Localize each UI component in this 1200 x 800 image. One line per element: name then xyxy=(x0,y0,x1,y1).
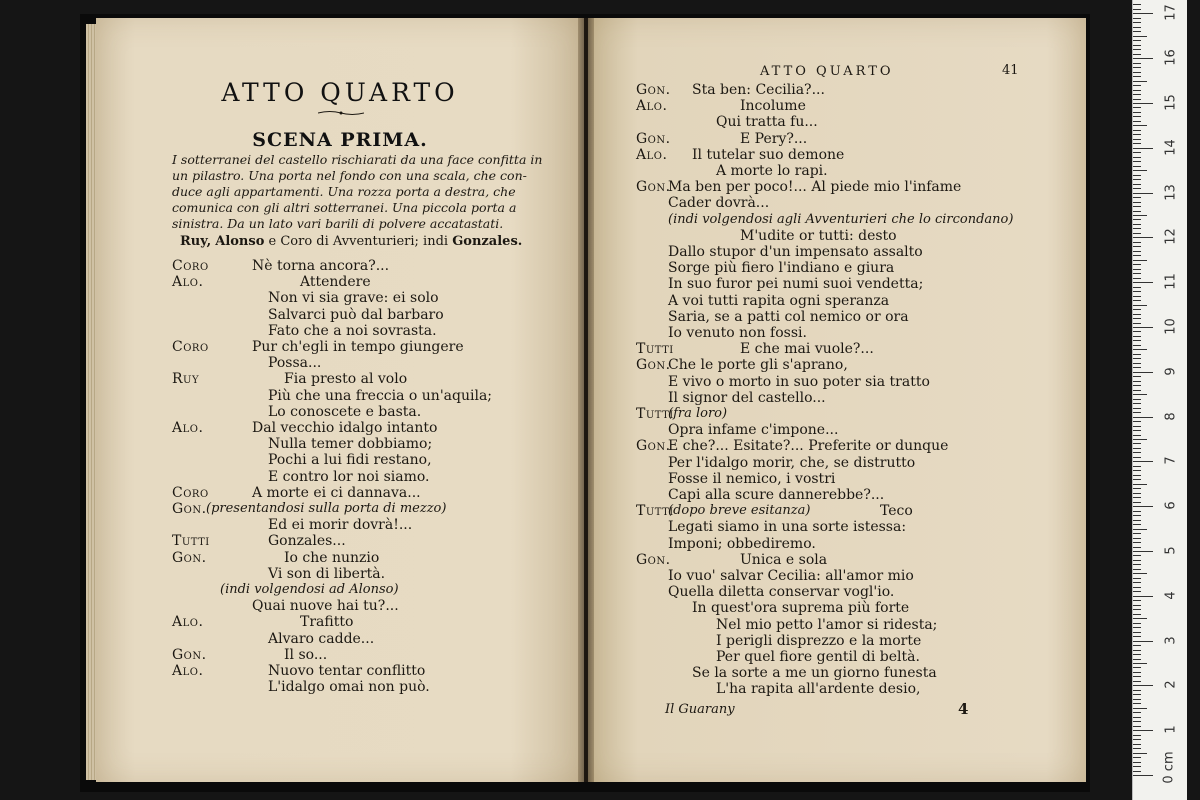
ruler-tick xyxy=(1133,502,1141,503)
footer-title: Il Guarany xyxy=(665,702,735,717)
speaker-name: Gon. xyxy=(636,130,671,147)
ruler-tick xyxy=(1133,376,1141,377)
ruler-tick xyxy=(1133,67,1141,68)
ruler-tick xyxy=(1133,636,1141,637)
ruler-number: 6 xyxy=(1163,501,1179,510)
speaker-name: Gon. xyxy=(172,501,207,517)
verse-line: Nuovo tentar conflitto xyxy=(268,663,426,679)
speaker-name: Gon. xyxy=(636,438,671,455)
cast-gonzales: Gonzales. xyxy=(452,234,523,249)
ruler-tick xyxy=(1133,394,1147,395)
verse-line: Teco xyxy=(880,503,913,520)
speaker-name: Tutti xyxy=(636,406,674,422)
verse-line: Opra infame c'impone... xyxy=(668,422,839,439)
verse-line: Fosse il nemico, i vostri xyxy=(668,470,836,487)
ruler-tick xyxy=(1133,323,1141,324)
ruler-number: 5 xyxy=(1163,546,1179,555)
ornament-rule-icon xyxy=(318,110,364,116)
ruler-tick xyxy=(1133,641,1153,642)
verse-line: Unica e sola xyxy=(740,551,828,568)
ruler-tick xyxy=(1133,672,1141,673)
ruler-tick xyxy=(1133,99,1141,100)
ruler-number: 17 xyxy=(1163,4,1179,22)
ruler-tick xyxy=(1133,54,1141,55)
act-title: ATTO QUARTO xyxy=(221,78,459,107)
cast-list xyxy=(180,234,522,249)
verse-line: Dallo stupor d'un impensato assalto xyxy=(668,244,923,260)
ruler-unit-label: 0 cm xyxy=(1161,751,1177,784)
verse-line: Io che nunzio xyxy=(284,549,380,566)
verse-line: M'udite or tutti: desto xyxy=(740,227,897,244)
ruler-tick xyxy=(1133,45,1141,46)
ruler-tick xyxy=(1133,358,1141,359)
stage-direction-line: sinistra. Da un lato vari barili di polvere accatastati. xyxy=(172,216,504,231)
verse-line: Io venuto non fossi. xyxy=(668,325,807,341)
verse-line: Se la sorte a me un giorno funesta xyxy=(692,665,937,682)
ruler-tick xyxy=(1133,72,1141,73)
ruler-tick xyxy=(1133,533,1141,534)
stage-direction-line: I sotterranei del castello rischiarati da una face confitta in xyxy=(172,152,543,167)
ruler-tick xyxy=(1133,578,1141,579)
ruler-tick xyxy=(1133,569,1141,570)
ruler-tick xyxy=(1133,246,1141,247)
ruler-number: 3 xyxy=(1163,635,1179,645)
verse-line: In suo furor pei numi suoi vendetta; xyxy=(668,276,924,293)
ruler-tick xyxy=(1133,618,1147,619)
ruler-tick xyxy=(1133,94,1141,95)
ruler-number: 11 xyxy=(1163,273,1179,290)
ruler-tick xyxy=(1133,762,1141,763)
stage-note: (indi volgendosi ad Alonso) xyxy=(220,582,399,597)
ruler-tick xyxy=(1133,542,1141,543)
stage-note: (presentandosi sulla porta di mezzo) xyxy=(206,501,447,516)
ruler-tick xyxy=(1133,269,1141,270)
ruler-tick xyxy=(1133,506,1153,507)
page-number: 41 xyxy=(1002,63,1019,78)
ruler-number: 14 xyxy=(1163,139,1179,156)
verse-line: Io vuo' salvar Cecilia: all'amor mio xyxy=(668,568,914,584)
ruler-tick xyxy=(1133,255,1141,256)
ruler-tick xyxy=(1133,735,1141,736)
ruler-tick xyxy=(1133,197,1141,198)
ruler-tick xyxy=(1133,18,1141,19)
ruler-tick xyxy=(1133,479,1141,480)
verse-line: Alvaro cadde... xyxy=(268,630,375,647)
ruler-tick xyxy=(1133,757,1141,758)
ruler-number: 10 xyxy=(1163,318,1179,335)
verse-line: I perigli disprezzo e la morte xyxy=(716,632,922,649)
ruler-tick xyxy=(1133,614,1141,615)
verse-line: E vivo o morto in suo poter sia tratto xyxy=(668,373,930,390)
ruler-tick xyxy=(1133,331,1141,332)
ruler-tick xyxy=(1133,493,1141,494)
ruler-tick xyxy=(1133,515,1141,516)
scene-title: SCENA PRIMA. xyxy=(252,129,428,151)
ruler-tick xyxy=(1133,726,1141,727)
ruler-tick xyxy=(1133,591,1141,592)
cast-middle: e Coro di Avventurieri; indi xyxy=(264,234,453,249)
ruler-tick xyxy=(1133,206,1141,207)
ruler-tick xyxy=(1133,193,1153,194)
ruler-tick xyxy=(1133,573,1147,574)
ruler-tick xyxy=(1133,179,1141,180)
ruler-tick xyxy=(1133,744,1141,745)
ruler-tick xyxy=(1133,600,1141,601)
ruler-tick xyxy=(1133,58,1153,59)
ruler-tick xyxy=(1133,134,1141,135)
ruler-tick xyxy=(1133,354,1141,355)
ruler-tick xyxy=(1133,775,1153,776)
ruler-tick xyxy=(1133,139,1141,140)
ruler-tick xyxy=(1133,170,1147,171)
verse-line: Per quel fiore gentil di beltà. xyxy=(716,649,920,665)
verse-line: E contro lor noi siamo. xyxy=(268,468,430,485)
ruler-number: 15 xyxy=(1163,94,1179,111)
ruler-tick xyxy=(1133,219,1141,220)
ruler-tick xyxy=(1133,148,1153,149)
stage-direction xyxy=(172,152,544,232)
measuring-ruler xyxy=(1132,0,1187,800)
ruler-tick xyxy=(1133,318,1141,319)
ruler-tick xyxy=(1133,529,1147,530)
ruler-tick xyxy=(1133,466,1141,467)
ruler-tick xyxy=(1133,85,1141,86)
ruler-tick xyxy=(1133,345,1141,346)
speaker-name: Alo. xyxy=(172,420,204,436)
speaker-name: Alo. xyxy=(636,146,668,163)
verse-line: Quella diletta conservar vogl'io. xyxy=(668,584,895,601)
verse-line: Più che una freccia o un'aquila; xyxy=(268,387,493,404)
ruler-number: 2 xyxy=(1163,680,1179,690)
cast-alonso: Alonso xyxy=(215,234,265,249)
ruler-tick xyxy=(1133,76,1141,77)
ruler-tick xyxy=(1133,202,1141,203)
ruler-tick xyxy=(1133,596,1153,597)
ruler-tick xyxy=(1133,421,1141,422)
ruler-tick xyxy=(1133,327,1153,328)
speaker-name: Gon. xyxy=(636,551,671,568)
speaker-name: Gon. xyxy=(636,357,671,374)
footer-signature: 4 xyxy=(958,700,969,718)
ruler-tick xyxy=(1133,488,1141,489)
ruler-tick xyxy=(1133,623,1141,624)
ruler-tick xyxy=(1133,538,1141,539)
ruler-tick xyxy=(1133,63,1141,64)
ruler-tick xyxy=(1133,520,1141,521)
speaker-name: Alo. xyxy=(636,98,668,115)
verse-line: Pochi a lui fidi restano, xyxy=(268,452,432,469)
ruler-tick xyxy=(1133,13,1153,14)
speaker-name: Gon. xyxy=(636,82,671,98)
verse-line: Attendere xyxy=(300,274,371,291)
ruler-tick xyxy=(1133,524,1141,525)
ruler-tick xyxy=(1133,188,1141,189)
ruler-tick xyxy=(1133,161,1141,162)
speaker-name: Gon. xyxy=(636,179,671,196)
ruler-tick xyxy=(1133,439,1147,440)
ruler-tick xyxy=(1133,372,1153,373)
ruler-tick xyxy=(1133,107,1141,108)
verse-line: Incolume xyxy=(740,98,806,115)
verse-line: Sta ben: Cecilia?... xyxy=(692,82,825,98)
speaker-name: Gon. xyxy=(172,646,207,663)
verse-line: Ma ben per poco!... Al piede mio l'infame xyxy=(668,179,962,196)
ruler-tick xyxy=(1133,694,1141,695)
ruler-tick xyxy=(1133,287,1141,288)
ruler-tick xyxy=(1133,251,1141,252)
ruler-tick xyxy=(1133,408,1141,409)
ruler-tick xyxy=(1133,461,1153,462)
ruler-tick xyxy=(1133,27,1141,28)
ruler-tick xyxy=(1133,385,1141,386)
ruler-tick xyxy=(1133,157,1141,158)
verse-line: Pur ch'egli in tempo giungere xyxy=(252,339,464,355)
ruler-tick xyxy=(1133,721,1141,722)
verse-line: Il tutelar suo demone xyxy=(692,146,845,163)
verse-line: L'ha rapita all'ardente desio, xyxy=(716,681,921,698)
verse-line: Nulla temer dobbiamo; xyxy=(268,436,433,453)
ruler-tick xyxy=(1133,430,1141,431)
ruler-tick xyxy=(1133,771,1141,772)
ruler-number: 16 xyxy=(1163,49,1179,66)
ruler-tick xyxy=(1133,367,1141,368)
ruler-tick xyxy=(1133,49,1141,50)
ruler-number: 4 xyxy=(1163,591,1179,600)
ruler-tick xyxy=(1133,242,1141,243)
ruler-tick xyxy=(1133,730,1153,731)
ruler-number: 13 xyxy=(1163,183,1179,201)
ruler-tick xyxy=(1133,175,1141,176)
verse-line: Legati siamo in una sorte istessa: xyxy=(668,519,907,536)
speaker-name: Tutti xyxy=(636,503,674,520)
ruler-number: 9 xyxy=(1163,367,1179,376)
ruler-tick xyxy=(1133,708,1147,709)
ruler-tick xyxy=(1133,497,1141,498)
ruler-tick xyxy=(1133,211,1141,212)
ruler-tick xyxy=(1133,264,1141,265)
ruler-tick xyxy=(1133,291,1141,292)
ruler-tick xyxy=(1133,228,1141,229)
ruler-tick xyxy=(1133,403,1141,404)
ruler-tick xyxy=(1133,300,1141,301)
speaker-name: Gon. xyxy=(172,549,207,566)
ruler-tick xyxy=(1133,103,1153,104)
verse-line: Salvarci può dal barbaro xyxy=(268,306,444,323)
verse-line: Nè torna ancora?... xyxy=(252,258,390,274)
verse-line: Il so... xyxy=(284,646,328,663)
ruler-tick xyxy=(1133,676,1141,677)
verse-line: Qui tratta fu... xyxy=(716,114,818,131)
ruler-tick xyxy=(1133,470,1141,471)
speaker-name: Coro xyxy=(172,484,209,501)
verse-line: Saria, se a patti col nemico or ora xyxy=(668,308,909,325)
ruler-tick xyxy=(1133,112,1141,113)
ruler-tick xyxy=(1133,143,1141,144)
verse-line: Fato che a noi sovrasta. xyxy=(268,322,437,339)
verse-line: Lo conoscete e basta. xyxy=(268,403,422,420)
ruler-tick xyxy=(1133,681,1141,682)
stage-note: (dopo breve esitanza) xyxy=(668,503,811,519)
stage-note: (fra loro) xyxy=(668,406,728,421)
ruler-tick xyxy=(1133,260,1147,261)
ruler-tick xyxy=(1133,215,1147,216)
speaker-name: Tutti xyxy=(172,533,210,550)
ruler-tick xyxy=(1133,582,1141,583)
ruler-tick xyxy=(1133,305,1147,306)
ruler-tick xyxy=(1133,399,1141,400)
ruler-tick xyxy=(1133,511,1141,512)
verse-line: Gonzales... xyxy=(268,533,346,550)
ruler-tick xyxy=(1133,121,1141,122)
speaker-name: Coro xyxy=(172,339,209,355)
ruler-tick xyxy=(1133,452,1141,453)
verse-line: A voi tutti rapita ogni speranza xyxy=(668,292,890,309)
ruler-tick xyxy=(1133,753,1147,754)
verse-line: Vi son di libertà. xyxy=(268,565,386,582)
ruler-number: 1 xyxy=(1163,725,1179,734)
ruler-tick xyxy=(1133,555,1141,556)
verse-line: Ed ei morir dovrà!... xyxy=(268,517,413,534)
ruler-tick xyxy=(1133,605,1141,606)
ruler-tick xyxy=(1133,381,1141,382)
verse-line: A morte ei ci dannava... xyxy=(252,484,421,501)
verse-line: Possa... xyxy=(268,355,322,372)
ruler-tick xyxy=(1133,766,1141,767)
verse-line: Capi alla scure dannerebbe?... xyxy=(668,487,885,503)
ruler-tick xyxy=(1133,340,1141,341)
ruler-tick xyxy=(1133,81,1147,82)
ruler-tick xyxy=(1133,645,1141,646)
speaker-name: Ruy xyxy=(172,371,200,388)
verse-line: Quai nuove hai tu?... xyxy=(252,598,399,615)
stage-direction-line: comunica con gli altri sotterranei. Una piccola porta a xyxy=(172,200,517,215)
ruler-tick xyxy=(1133,40,1141,41)
ruler-tick xyxy=(1133,184,1141,185)
ruler-tick xyxy=(1133,417,1153,418)
verse-line: Fia presto al volo xyxy=(284,371,408,388)
ruler-tick xyxy=(1133,336,1141,337)
verse-line: L'idalgo omai non può. xyxy=(268,679,430,696)
ruler-tick xyxy=(1133,22,1141,23)
verse-line: A morte lo rapi. xyxy=(716,163,828,179)
verse-line: Per l'idalgo morir, che, se distrutto xyxy=(668,454,916,471)
ruler-tick xyxy=(1133,547,1141,548)
ruler-tick xyxy=(1133,390,1141,391)
ruler-tick xyxy=(1133,314,1141,315)
ruler-tick xyxy=(1133,663,1147,664)
verse-line: Sorge più fiero l'indiano e giura xyxy=(668,260,895,277)
ruler-tick xyxy=(1133,237,1153,238)
stage-note: (indi volgendosi agli Avventurieri che lo circondano) xyxy=(668,211,1014,227)
speaker-name: Coro xyxy=(172,258,209,274)
verse-line: Imponi; obbediremo. xyxy=(668,535,816,552)
ruler-tick xyxy=(1133,699,1141,700)
ruler-tick xyxy=(1133,739,1141,740)
ruler-tick xyxy=(1133,435,1141,436)
ruler-tick xyxy=(1133,125,1147,126)
speaker-name: Alo. xyxy=(172,663,204,679)
ruler-tick xyxy=(1133,224,1141,225)
stage-direction-line: un pilastro. Una porta nel fondo con una scala, che con- xyxy=(172,168,527,183)
ruler-tick xyxy=(1133,278,1141,279)
ruler-tick xyxy=(1133,130,1141,131)
ruler-tick xyxy=(1133,412,1141,413)
ruler-tick xyxy=(1133,426,1141,427)
ruler-tick xyxy=(1133,31,1141,32)
ruler-tick xyxy=(1133,349,1147,350)
ruler-tick xyxy=(1133,650,1141,651)
ruler-tick xyxy=(1133,627,1141,628)
cast-ruy: Ruy, xyxy=(180,234,212,249)
verse-line: Dal vecchio idalgo intanto xyxy=(252,420,438,436)
verse-line: E Pery?... xyxy=(740,130,808,147)
verse-line: In quest'ora suprema più forte xyxy=(692,600,910,617)
ruler-tick xyxy=(1133,587,1141,588)
ruler-tick xyxy=(1133,654,1141,655)
ruler-tick xyxy=(1133,564,1141,565)
verse-line: Che le porte gli s'aprano, xyxy=(668,357,848,374)
ruler-tick xyxy=(1133,457,1141,458)
verse-line: Il signor del castello... xyxy=(668,389,826,406)
ruler-tick xyxy=(1133,36,1147,37)
ruler-tick xyxy=(1133,659,1141,660)
ruler-tick xyxy=(1133,609,1141,610)
ruler-tick xyxy=(1133,703,1141,704)
ruler-tick xyxy=(1133,717,1141,718)
ruler-tick xyxy=(1133,282,1153,283)
speaker-name: Tutti xyxy=(636,341,674,358)
ruler-tick xyxy=(1133,233,1141,234)
ruler-tick xyxy=(1133,363,1141,364)
ruler-tick xyxy=(1133,152,1141,153)
ruler-tick xyxy=(1133,690,1141,691)
ruler-tick xyxy=(1133,4,1141,5)
ruler-number: 8 xyxy=(1163,411,1179,421)
verse-line: Cader dovrà... xyxy=(668,195,770,212)
ruler-tick xyxy=(1133,9,1141,10)
running-head: ATTO QUARTO xyxy=(760,64,894,79)
speaker-name: Alo. xyxy=(172,274,204,291)
ruler-tick xyxy=(1133,712,1141,713)
ruler-number: 12 xyxy=(1163,228,1179,246)
ruler-tick xyxy=(1133,667,1141,668)
verse-line: Trafitto xyxy=(300,614,354,631)
ruler-tick xyxy=(1133,166,1141,167)
ruler-tick xyxy=(1133,685,1153,686)
stage-direction-line: duce agli appartamenti. Una rozza porta a destra, che xyxy=(172,184,516,199)
ruler-tick xyxy=(1133,551,1153,552)
ruler-tick xyxy=(1133,443,1141,444)
verse-line: E che mai vuole?... xyxy=(740,341,874,358)
ruler-tick xyxy=(1133,748,1141,749)
speaker-name: Alo. xyxy=(172,614,204,631)
ruler-tick xyxy=(1133,484,1147,485)
ruler-tick xyxy=(1133,116,1141,117)
ruler-number: 7 xyxy=(1163,456,1179,466)
verse-line: Non vi sia grave: ei solo xyxy=(268,290,439,307)
ruler-tick xyxy=(1133,475,1141,476)
ruler-tick xyxy=(1133,632,1141,633)
ruler-tick xyxy=(1133,309,1141,310)
ruler-tick xyxy=(1133,448,1141,449)
ruler-tick xyxy=(1133,560,1141,561)
verse-line: Nel mio petto l'amor si ridesta; xyxy=(716,616,938,633)
ruler-tick xyxy=(1133,273,1141,274)
ruler-tick xyxy=(1133,90,1141,91)
verse-line: E che?... Esitate?... Preferite or dunque xyxy=(668,438,949,455)
ruler-tick xyxy=(1133,296,1141,297)
